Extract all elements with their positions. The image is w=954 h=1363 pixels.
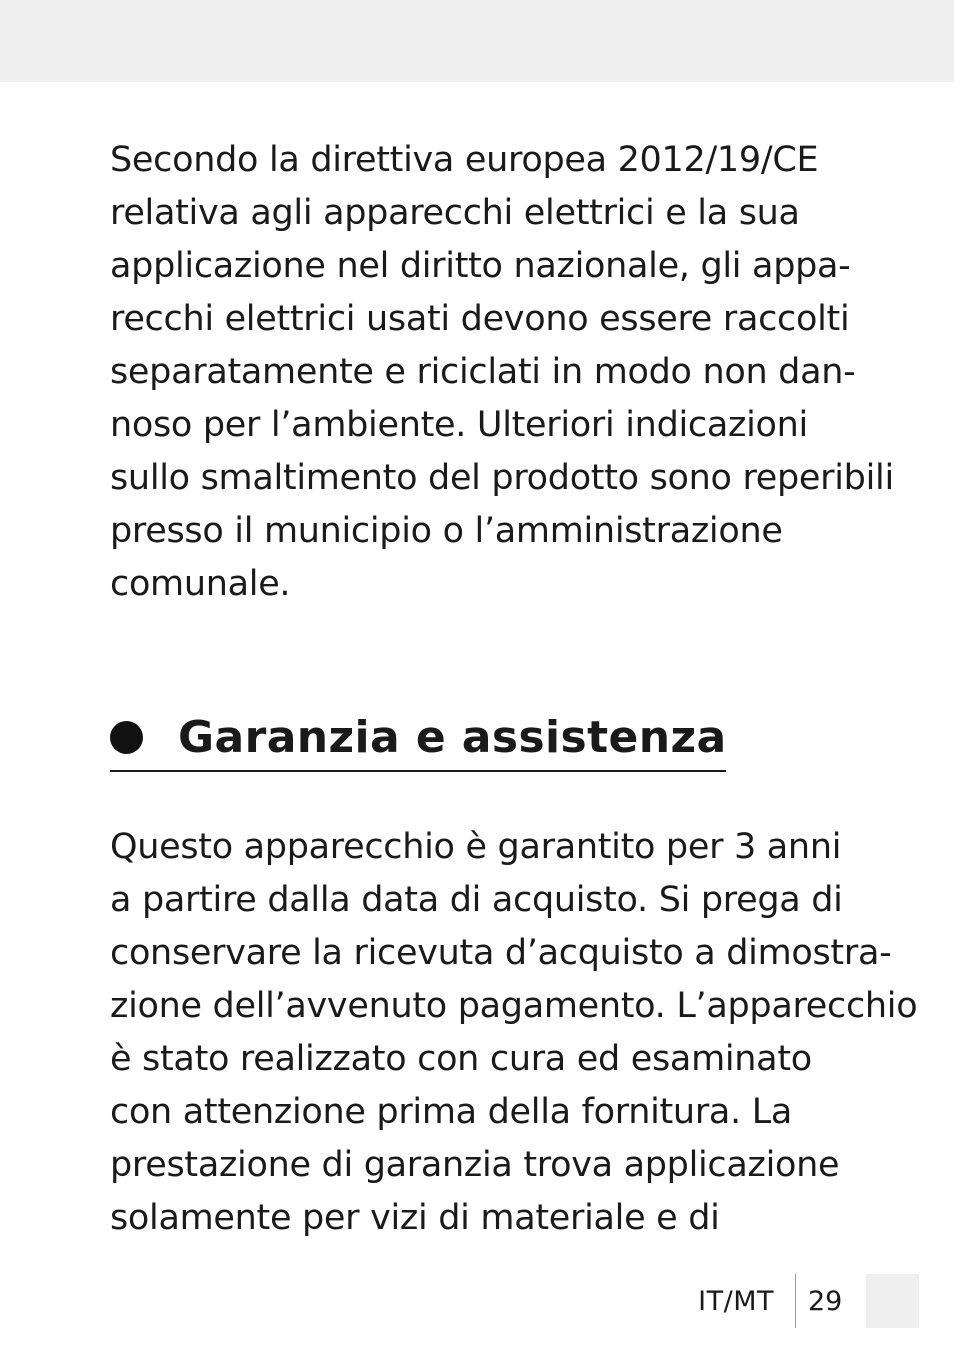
section-heading [110, 706, 726, 772]
text-line: Secondo la direttiva europea 2012/19/CE [110, 140, 819, 180]
text-line: è stato realizzato con cura ed esaminato [110, 1039, 812, 1079]
text-line: noso per l’ambiente. Ulteriori indicazioni [110, 405, 808, 445]
header-band [0, 0, 954, 82]
text-line: conservare la ricevuta d’acquisto a dimostra- [110, 933, 892, 973]
page-number: 29 [808, 1286, 843, 1317]
warranty-paragraph [110, 821, 918, 1245]
text-line: con attenzione prima della fornitura. La [110, 1092, 793, 1132]
page-edge-tab [866, 1274, 919, 1328]
disposal-paragraph [110, 134, 894, 611]
text-line: recchi elettrici usati devono essere raccolti [110, 299, 850, 339]
text-line: Questo apparecchio è garantito per 3 anni [110, 827, 842, 867]
text-line: a partire dalla data di acquisto. Si prega di [110, 880, 843, 920]
text-line: separatamente e riciclati in modo non dan- [110, 352, 856, 392]
heading-title: Garanzia e assistenza [178, 712, 727, 763]
text-line: applicazione nel diritto nazionale, gli appa- [110, 246, 851, 286]
page-footer [0, 1272, 954, 1332]
text-line: presso il municipio o l’amministrazione [110, 511, 783, 551]
text-line: solamente per vizi di materiale e di [110, 1198, 720, 1238]
language-code: IT/MT [698, 1286, 774, 1317]
footer-divider [795, 1274, 796, 1328]
text-line: relativa agli apparecchi elettrici e la sua [110, 193, 800, 233]
text-line: sullo smaltimento del prodotto sono reperibili [110, 458, 894, 498]
text-line: comunale. [110, 564, 291, 604]
bullet-icon [110, 721, 143, 754]
text-line: prestazione di garanzia trova applicazione [110, 1145, 840, 1185]
text-line: zione dell’avvenuto pagamento. L’apparecchio [110, 986, 918, 1026]
